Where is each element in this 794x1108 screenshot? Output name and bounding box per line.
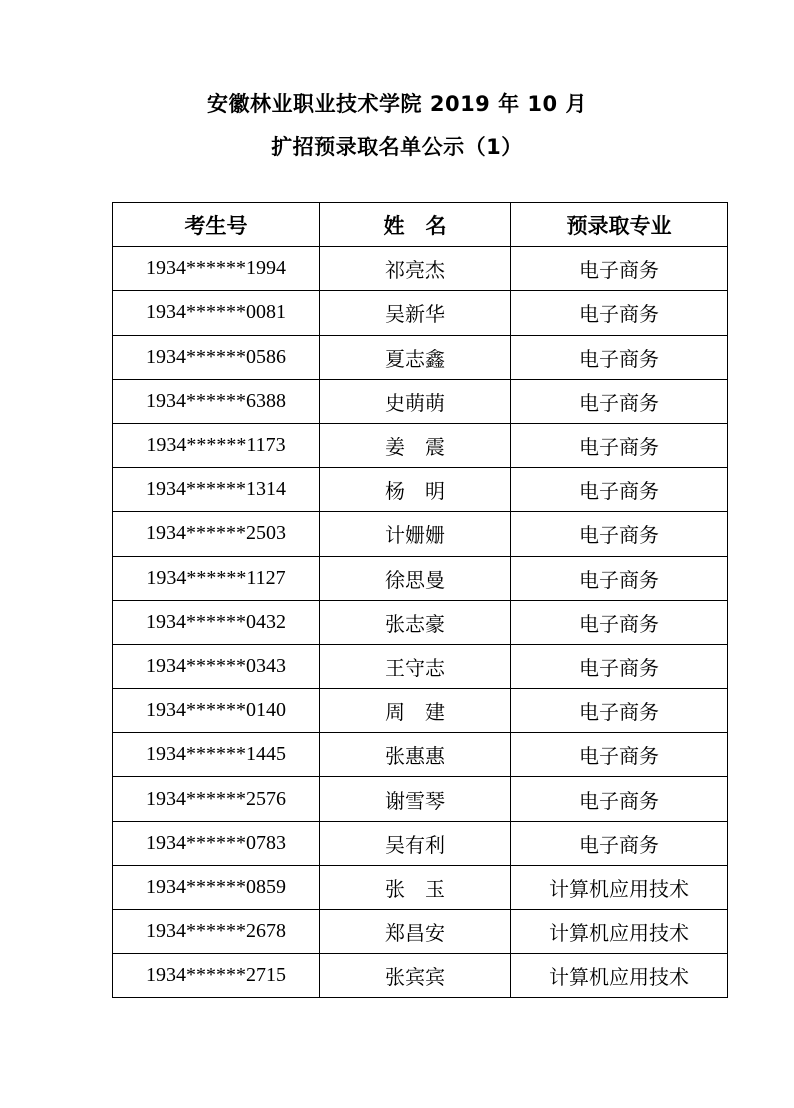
table-row: [113, 379, 728, 423]
table-row: [113, 777, 728, 821]
candidate-id-cell: 1934******1173: [113, 423, 320, 467]
table-row: [113, 733, 728, 777]
student-name-cell: 张 玉: [320, 865, 511, 909]
student-name-cell: 谢雪琴: [320, 777, 511, 821]
candidate-id-cell: 1934******2678: [113, 910, 320, 954]
candidate-id-cell: 1934******0432: [113, 600, 320, 644]
candidate-id-cell: 1934******0586: [113, 335, 320, 379]
table-row: [113, 247, 728, 291]
major-cell: 电子商务: [511, 291, 728, 335]
candidate-id-cell: 1934******2503: [113, 512, 320, 556]
table-row: [113, 556, 728, 600]
major-cell: 电子商务: [511, 821, 728, 865]
student-name-cell: 张惠惠: [320, 733, 511, 777]
candidate-id-cell: 1934******1445: [113, 733, 320, 777]
candidate-id-cell: 1934******6388: [113, 379, 320, 423]
document-subtitle: 扩招预录取名单公示（1）: [271, 135, 523, 159]
table-row: [113, 689, 728, 733]
header-name: 姓 名: [320, 203, 511, 247]
major-cell: 电子商务: [511, 247, 728, 291]
table-row: [113, 335, 728, 379]
major-cell: 计算机应用技术: [511, 865, 728, 909]
major-cell: 电子商务: [511, 600, 728, 644]
table-row: [113, 600, 728, 644]
table-body: [113, 247, 728, 998]
student-name-cell: 夏志鑫: [320, 335, 511, 379]
student-name-cell: 王守志: [320, 644, 511, 688]
candidate-id-cell: 1934******0783: [113, 821, 320, 865]
major-cell: 电子商务: [511, 733, 728, 777]
table-row: [113, 468, 728, 512]
student-name-cell: 姜 震: [320, 423, 511, 467]
student-name-cell: 计姗姗: [320, 512, 511, 556]
student-name-cell: 吴新华: [320, 291, 511, 335]
major-cell: 电子商务: [511, 556, 728, 600]
table-row: [113, 910, 728, 954]
student-name-cell: 周 建: [320, 689, 511, 733]
major-cell: 电子商务: [511, 379, 728, 423]
major-cell: 电子商务: [511, 423, 728, 467]
candidate-id-cell: 1934******0140: [113, 689, 320, 733]
table-row: [113, 865, 728, 909]
candidate-id-cell: 1934******2576: [113, 777, 320, 821]
major-cell: 电子商务: [511, 777, 728, 821]
table-header-row: [113, 203, 728, 247]
student-name-cell: 吴有利: [320, 821, 511, 865]
table-row: [113, 291, 728, 335]
major-cell: 计算机应用技术: [511, 910, 728, 954]
major-cell: 计算机应用技术: [511, 954, 728, 998]
table-row: [113, 821, 728, 865]
major-cell: 电子商务: [511, 644, 728, 688]
candidate-id-cell: 1934******0081: [113, 291, 320, 335]
table-row: [113, 423, 728, 467]
candidate-id-cell: 1934******0859: [113, 865, 320, 909]
major-cell: 电子商务: [511, 468, 728, 512]
candidate-id-cell: 1934******1127: [113, 556, 320, 600]
table-row: [113, 644, 728, 688]
student-name-cell: 张志豪: [320, 600, 511, 644]
student-name-cell: 史萌萌: [320, 379, 511, 423]
table-row: [113, 954, 728, 998]
table-row: [113, 512, 728, 556]
header-candidate-id: 考生号: [113, 203, 320, 247]
student-name-cell: 杨 明: [320, 468, 511, 512]
candidate-id-cell: 1934******1994: [113, 247, 320, 291]
student-name-cell: 徐思曼: [320, 556, 511, 600]
student-name-cell: 郑昌安: [320, 910, 511, 954]
major-cell: 电子商务: [511, 689, 728, 733]
student-name-cell: 张宾宾: [320, 954, 511, 998]
candidate-id-cell: 1934******0343: [113, 644, 320, 688]
major-cell: 电子商务: [511, 335, 728, 379]
admission-table: [112, 202, 728, 998]
candidate-id-cell: 1934******1314: [113, 468, 320, 512]
student-name-cell: 祁亮杰: [320, 247, 511, 291]
document-title: 安徽林业职业技术学院 2019 年 10 月: [207, 92, 587, 116]
candidate-id-cell: 1934******2715: [113, 954, 320, 998]
header-major: 预录取专业: [511, 203, 728, 247]
major-cell: 电子商务: [511, 512, 728, 556]
